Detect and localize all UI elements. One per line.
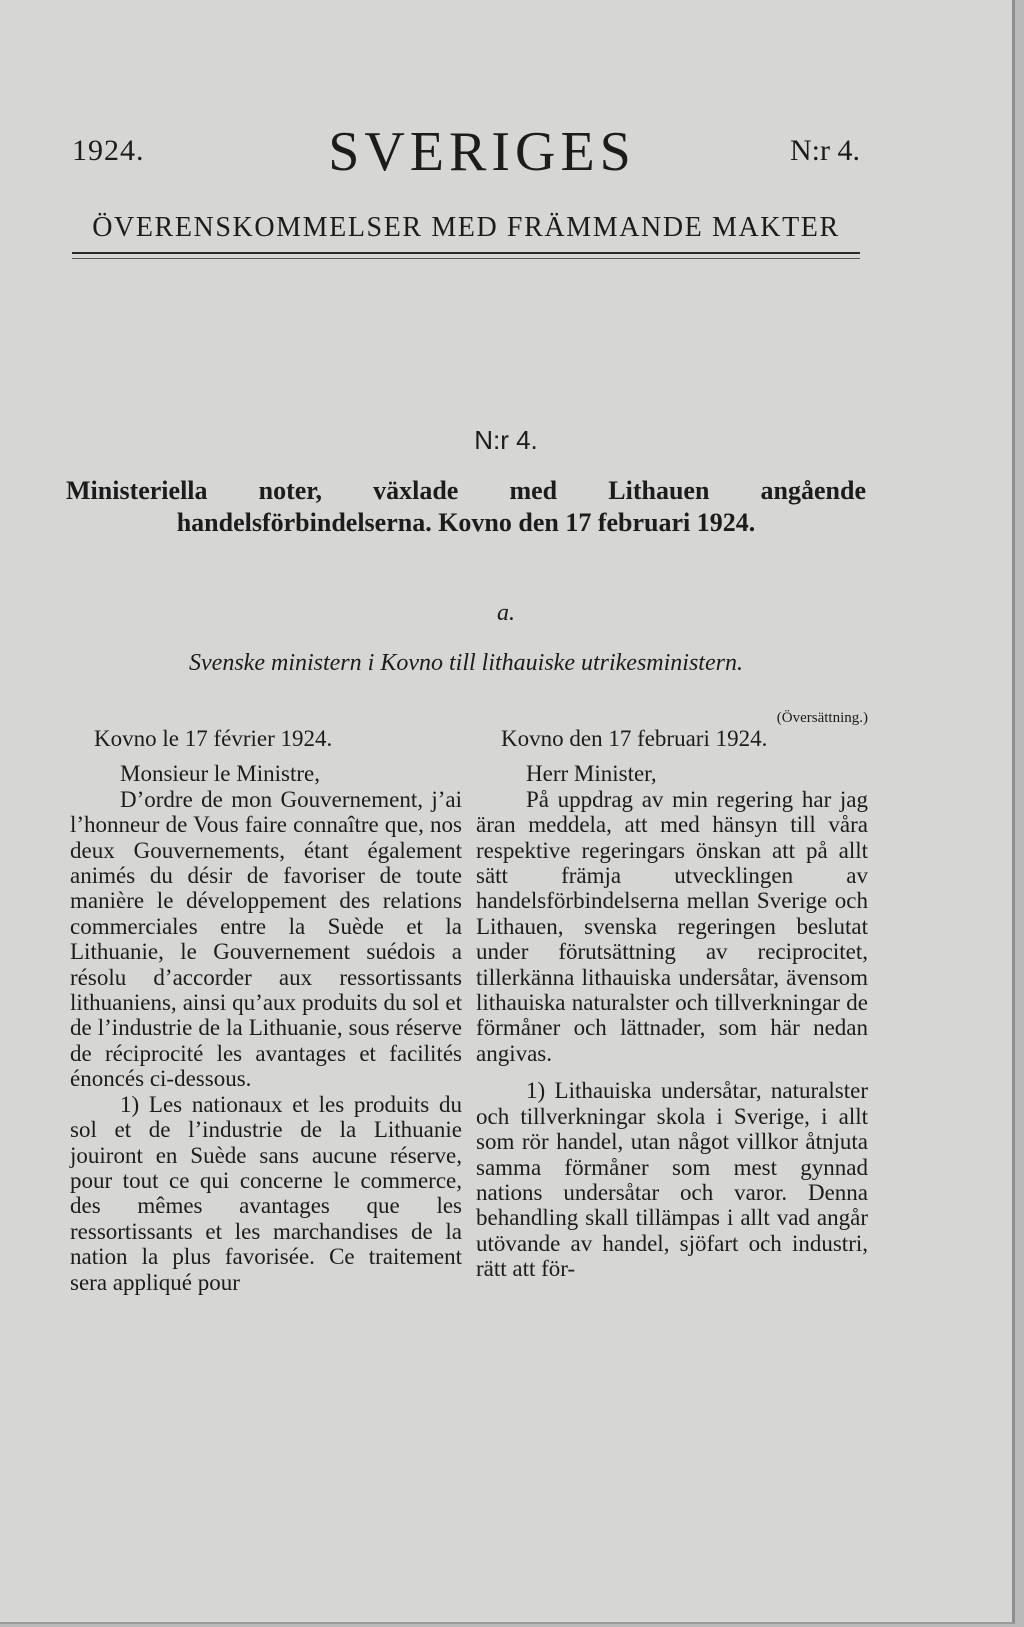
french-salutation: Monsieur le Ministre, — [120, 761, 320, 787]
section-heading: Svenske ministern i Kovno till lithauiske utrikesministern. — [189, 650, 743, 676]
masthead-title: SVERIGES — [328, 121, 636, 183]
translation-note: (Översättning.) — [776, 710, 868, 726]
series-subtitle: ÖVERENSKOMMELSER MED FRÄMMANDE MAKTER — [92, 212, 840, 243]
swedish-salutation: Herr Minister, — [526, 761, 657, 787]
french-paragraph-2: 1) Les nationaux et les produits du sol et de l’industrie de la Lithuanie jouiront en Suède sans aucune réserve, pour tout ce qui concerne le commerce, des mêmes avantages que les ressortissants et les marchandises de la nation la plus favorisée. Ce traitement sera appliqué pour — [70, 1091, 462, 1295]
french-column — [70, 710, 462, 1295]
document-title: Ministeriella noter, växlade med Lithauen angående handelsförbindelserna. Kovno den 17 februari 1924. — [66, 476, 866, 537]
french-paragraph-1: D’ordre de mon Gouvernement, j’ai l’honneur de Vous faire connaître que, nos deux Gouvernements, étant également animés du désir de favoriser de toute manière le développement des relations commerciales entre la Suède et la Lithuanie, le Gouvernement suédois a résolu d’accorder aux ressortissants lithuaniens, ainsi qu’aux produits du sol et de l’industrie de la Lithuanie, sous réserve de réciprocité les avantages et facilités énoncés ci-dessous. — [70, 786, 462, 1092]
swedish-paragraph-1: På uppdrag av min regering har jag äran meddela, att med hänsyn till våra respektive regeringars önskan att på allt sätt främja utvecklingen av handelsförbindelserna mellan Sverige och Lithauen, svenska regeringen beslutat under förutsättning av reciprocitet, tillerkänna lithauiska undersåtar, ävensom lithauiska naturalster och tillverkningar de förmåner och lättnader, som här nedan angivas. — [476, 786, 868, 1066]
page-header — [72, 120, 860, 190]
swedish-date: Kovno den 17 februari 1924. — [501, 726, 768, 751]
swedish-column — [476, 710, 868, 1282]
swedish-paragraph-2: 1) Lithauiska undersåtar, naturalster och tillverkningar skola i Sverige, i allt som rör handel, utan något villkor åtnjuta samma förmåner som mest gynnad nations undersåtar och varor. Denna behandling skall tillämpas i allt vad angår utövande av handel, sjöfart och industri, rätt att för- — [476, 1078, 868, 1282]
header-rule — [72, 252, 860, 254]
header-number: N:r 4. — [790, 134, 860, 167]
header-rule-thin — [72, 258, 860, 259]
document-number: N:r 4. — [474, 425, 538, 455]
header-year: 1924. — [72, 134, 145, 167]
section-letter: a. — [497, 600, 515, 626]
french-date: Kovno le 17 février 1924. — [94, 726, 333, 751]
